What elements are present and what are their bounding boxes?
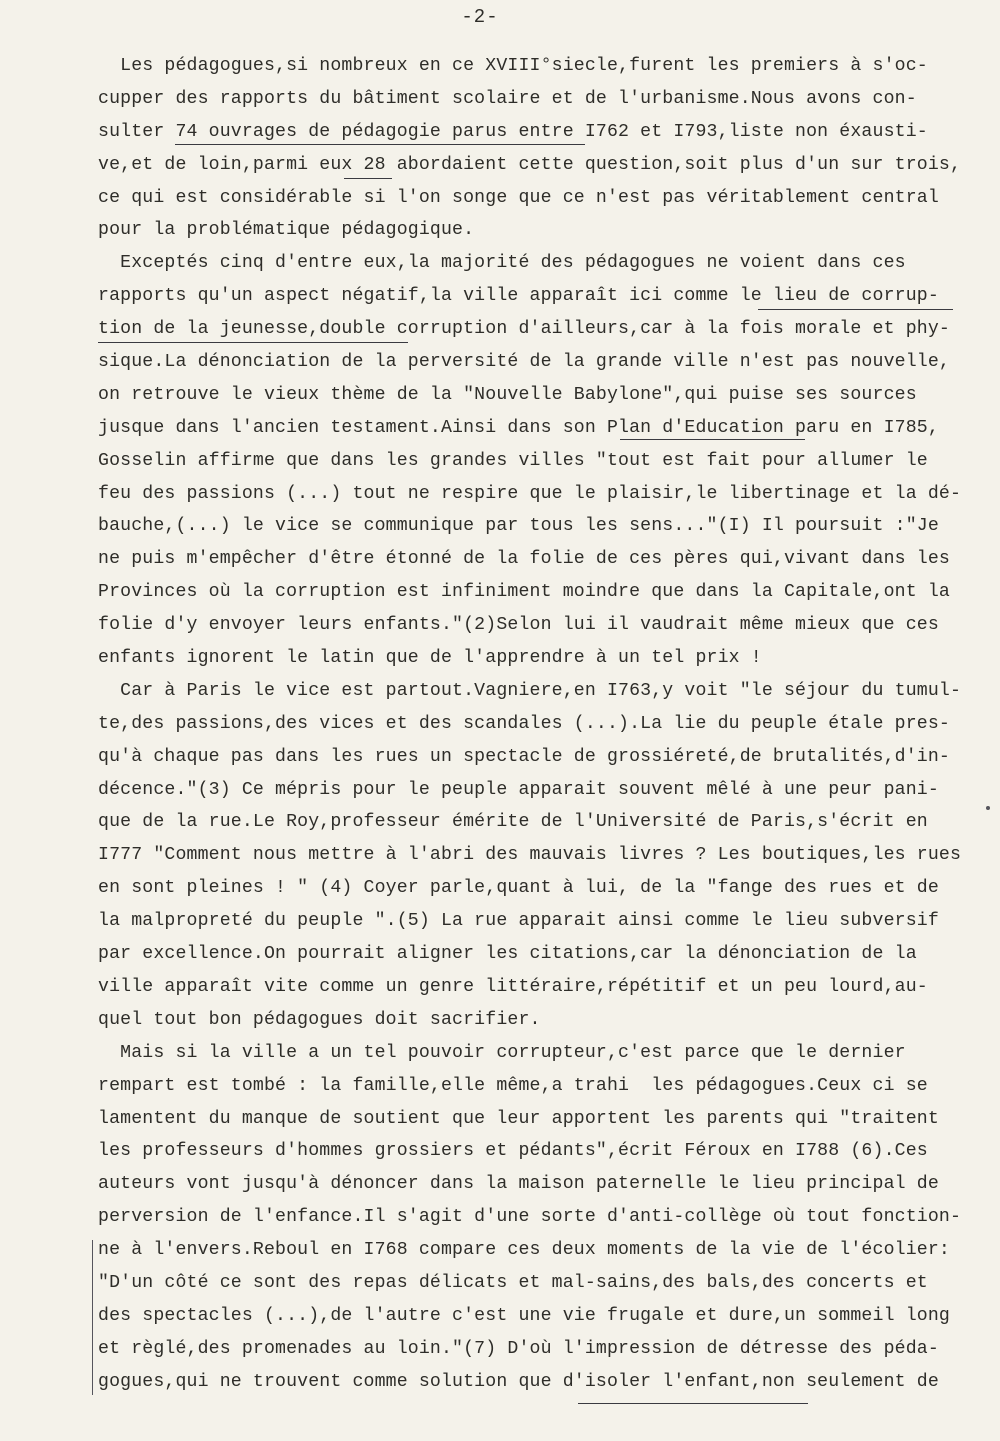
body-text	[98, 50, 988, 1399]
text-line: ce qui est considérable si l'on songe que ce n'est pas véritablement central	[98, 187, 939, 208]
text-line: cupper des rapports du bâtiment scolaire et de l'urbanisme.Nous avons con-	[98, 88, 917, 109]
text-line: tion de la jeunesse,double corruption d'ailleurs,car à la fois morale et phy-	[98, 319, 950, 340]
text-line: par excellence.On pourrait aligner les citations,car la dénonciation de la	[98, 944, 917, 965]
text-line: quel tout bon pédagogues doit sacrifier.	[98, 1009, 541, 1030]
text-line: ve,et de loin,parmi eux 28 abordaient cette question,soit plus d'un sur trois,	[98, 154, 962, 175]
text-line: qu'à chaque pas dans les rues un spectacle de grossiéreté,de brutalités,d'in-	[98, 746, 950, 767]
text-line: sulter 74 ouvrages de pédagogie parus entre I762 et I793,liste non éxausti-	[98, 121, 928, 142]
text-line: décence."(3) Ce mépris pour le peuple apparait souvent mêlé à une peur pani-	[98, 779, 939, 800]
text-line: ville apparaît vite comme un genre littéraire,répétitif et un peu lourd,au-	[98, 976, 928, 997]
underline-isoler	[578, 1403, 808, 1404]
text-line: auteurs vont jusqu'à dénoncer dans la maison paternelle le lieu principal de	[98, 1174, 939, 1195]
underline-plan-education	[620, 439, 805, 440]
text-line: les professeurs d'hommes grossiers et pédants",écrit Féroux en I788 (6).Ces	[98, 1141, 928, 1162]
text-line: folie d'y envoyer leurs enfants."(2)Selon lui il vaudrait même mieux que ces	[98, 615, 939, 636]
text-line: feu des passions (...) tout ne respire que le plaisir,le libertinage et la dé-	[98, 483, 962, 504]
text-line: lamentent du manque de soutient que leur apportent les parents qui "traitent	[98, 1108, 939, 1129]
text-line: Les pédagogues,si nombreux en ce XVIII°siecle,furent les premiers à s'oc-	[98, 56, 928, 76]
underline-corruption	[758, 309, 953, 310]
text-line: Car à Paris le vice est partout.Vagniere,en I763,y voit "le séjour du tumul-	[98, 680, 962, 701]
page-number: -2-	[461, 6, 499, 28]
text-line: te,des passions,des vices et des scandales (...).La lie du peuple étale pres-	[98, 713, 950, 734]
text-line: et règlé,des promenades au loin."(7) D'où l'impression de détresse des péda-	[98, 1338, 939, 1359]
text-line: Provinces où la corruption est infiniment moindre que dans la Capitale,ont la	[98, 582, 950, 603]
text-line: Gosselin affirme que dans les grandes villes "tout est fait pour allumer le	[98, 450, 928, 471]
text-line: ne puis m'empêcher d'être étonné de la folie de ces pères qui,vivant dans les	[98, 549, 950, 570]
text-line: Mais si la ville a un tel pouvoir corrupteur,c'est parce que le dernier	[98, 1042, 906, 1063]
text-line: pour la problématique pédagogique.	[98, 220, 475, 241]
text-line: ne à l'envers.Reboul en I768 compare ces deux moments de la vie de l'écolier:	[98, 1240, 950, 1261]
text-line: la malpropreté du peuple ".(5) La rue apparait ainsi comme le lieu subversif	[98, 911, 939, 932]
text-line: rempart est tombé : la famille,elle même,a trahi les pédagogues.Ceux ci se	[98, 1075, 928, 1096]
text-line: rapports qu'un aspect négatif,la ville apparaît ici comme le lieu de corrup-	[98, 286, 939, 307]
text-line: gogues,qui ne trouvent comme solution que d'isoler l'enfant,non seulement de	[98, 1371, 939, 1392]
text-line: enfants ignorent le latin que de l'apprendre à un tel prix !	[98, 648, 762, 669]
underline-28	[344, 178, 392, 179]
text-line: perversion de l'enfance.Il s'agit d'une sorte d'anti-collège où tout fonction-	[98, 1207, 962, 1228]
text-line: en sont pleines ! " (4) Coyer parle,quant à lui, de la "fange des rues et de	[98, 878, 939, 899]
underline-ouvrages	[175, 144, 585, 145]
text-line: que de la rue.Le Roy,professeur émérite de l'Université de Paris,s'écrit en	[98, 812, 928, 833]
text-line: "D'un côté ce sont des repas délicats et mal-sains,des bals,des concerts et	[98, 1272, 928, 1293]
text-line: I777 "Comment nous mettre à l'abri des mauvais livres ? Les boutiques,les rues	[98, 845, 962, 866]
margin-bracket	[92, 1240, 93, 1395]
text-line: bauche,(...) le vice se communique par tous les sens..."(I) Il poursuit :"Je	[98, 516, 939, 537]
text-line: sique.La dénonciation de la perversité de la grande ville n'est pas nouvelle,	[98, 352, 950, 373]
underline-jeunesse	[98, 342, 408, 343]
text-line: on retrouve le vieux thème de la "Nouvelle Babylone",qui puise ses sources	[98, 384, 917, 405]
text-line: Exceptés cinq d'entre eux,la majorité des pédagogues ne voient dans ces	[98, 253, 906, 274]
margin-dot	[986, 806, 990, 810]
text-line: des spectacles (...),de l'autre c'est une vie frugale et dure,un sommeil long	[98, 1305, 950, 1326]
text-line: jusque dans l'ancien testament.Ainsi dans son Plan d'Education paru en I785,	[98, 417, 939, 438]
